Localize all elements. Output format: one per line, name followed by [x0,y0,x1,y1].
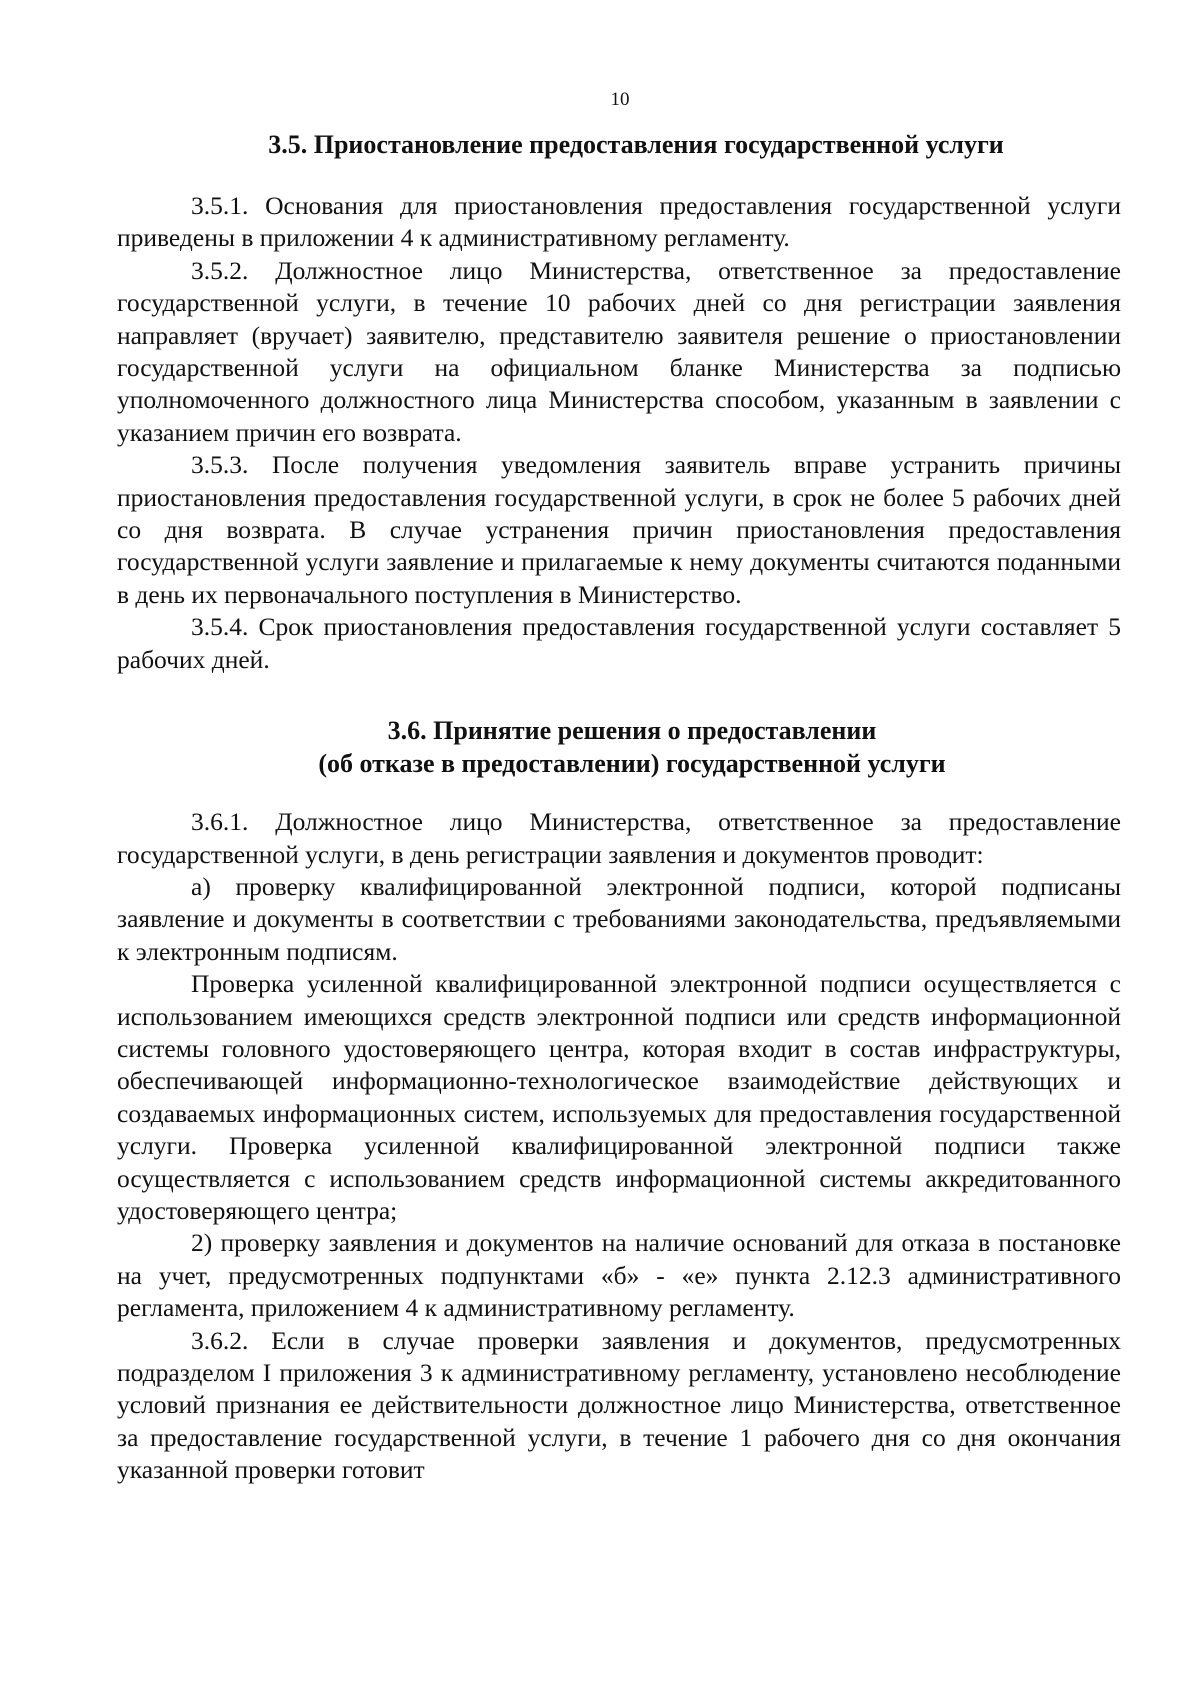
paragraph-3-6-1: 3.6.1. Должностное лицо Министерства, ответственное за предоставление государственной услуги, в день регистрации заявления и документов проводит: [117,807,1121,869]
paragraph-3-6-2: 3.6.2. Если в случае проверки заявления и документов, предусмотренных подразделом I приложения 3 к административному регламенту, установлено несоблюдение условий признания ее действительности должностное лицо Министерства, ответственное за предоставление государственной услуги, в течение 1 рабочего дня со дня окончания указанной проверки готовит [117,1325,1121,1485]
paragraph-3-5-1: 3.5.1. Основания для приостановления предоставления государственной услуги приведены в приложении 4 к административному регламенту. [117,191,1121,253]
page-number: 10 [610,89,630,110]
paragraph-3-6-1-a: а) проверку квалифицированной электронной подписи, которой подписаны заявление и документы в соответствии с требованиями законодательства, предъявляемыми к электронным подписям. [117,871,1121,966]
paragraph-3-6-1-2: 2) проверку заявления и документов на наличие оснований для отказа в постановке на учет, предусмотренных подпунктами «б» - «е» пункта 2.12.3 административного регламента, приложением 4 к административному регламенту. [117,1228,1121,1323]
section-3-6-body [117,806,1121,1487]
section-3-6-heading [117,714,1121,780]
section-3-5-body [117,190,1121,676]
section-3-5-heading: 3.5. Приостановление предоставления государственной услуги [268,130,1004,159]
paragraph-3-5-2: 3.5.2. Должностное лицо Министерства, ответственное за предоставление государственной услуги, в течение 10 рабочих дней со дня регистрации заявления направляет (вручает) заявителю, представителю заявителя решение о приостановлении государственной услуги на официальном бланке Министерства за подписью уполномоченного должностного лица Министерства способом, указанным в заявлении с указанием причин его возврата. [117,255,1121,447]
paragraph-3-5-3: 3.5.3. После получения уведомления заявитель вправе устранить причины приостановления предоставления государственной услуги, в срок не более 5 рабочих дней со дня возврата. В случае устранения причин приостановления предоставления государственной услуги заявление и прилагаемые к нему документы считаются поданными в день их первоначального поступления в Министерство. [117,450,1121,609]
paragraph-signature-check: Проверка усиленной квалифицированной электронной подписи осуществляется с использованием имеющихся средств электронной подписи или средств информационной системы головного удостоверяющего центра, которая входит в состав инфраструктуры, обеспечивающей информационно-технологическое взаимодействие действующих и создаваемых информационных систем, используемых для предоставления государственной услуги. Проверка усиленной квалифицированной электронной подписи также осуществляется с использованием средств информационной системы аккредитованного удостоверяющего центра; [117,969,1121,1225]
document-body [117,128,1121,1487]
section-3-6-heading-line-2: (об отказе в предоставлении) государственной услуги [318,749,946,779]
section-3-6-heading-line-1: 3.6. Принятие решения о предоставлении [387,716,877,746]
paragraph-3-5-4: 3.5.4. Срок приостановления предоставления государственной услуги составляет 5 рабочих дней. [117,612,1121,674]
